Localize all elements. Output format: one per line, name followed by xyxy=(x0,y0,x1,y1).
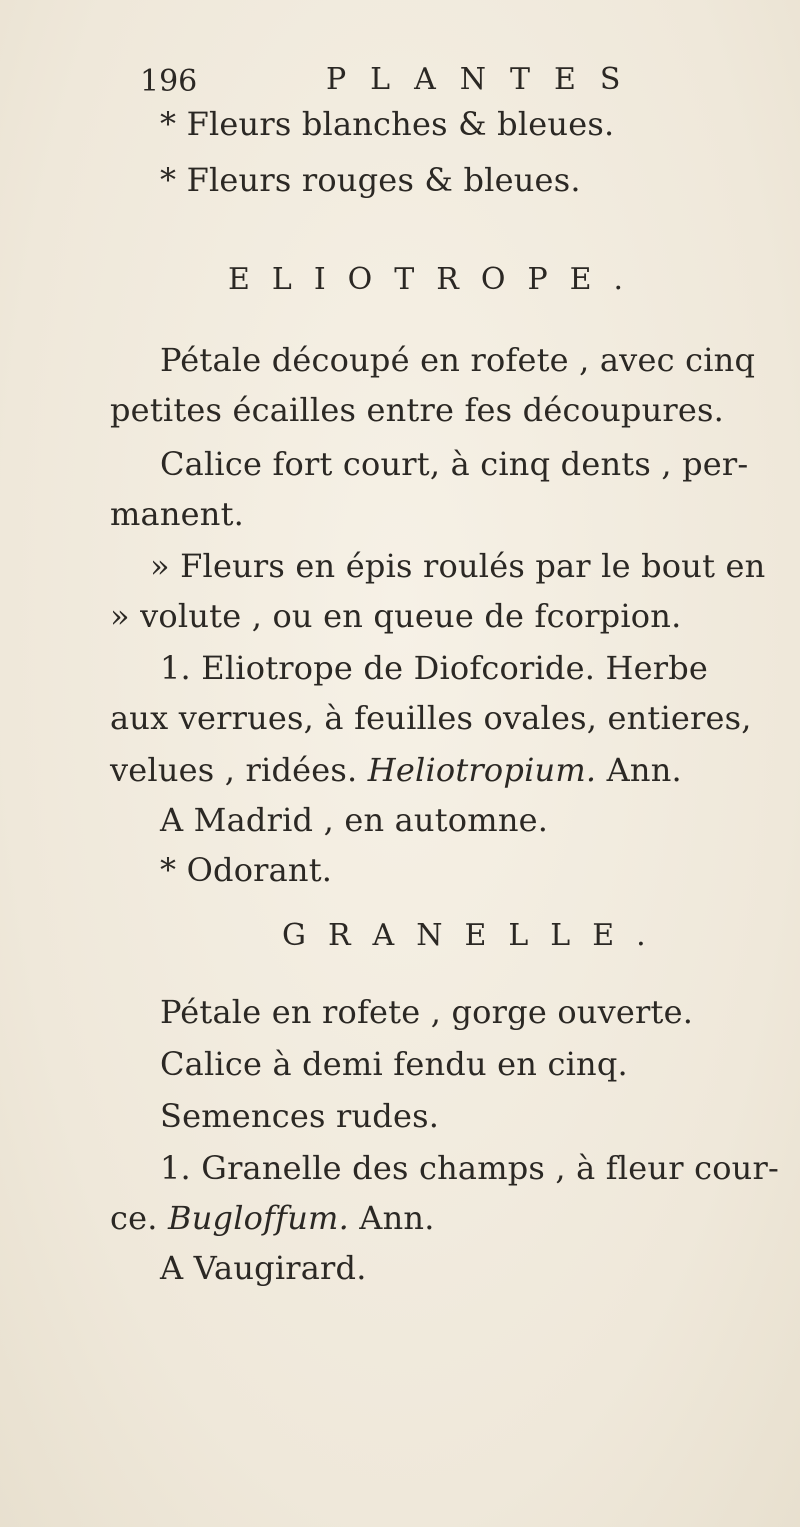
text-line xyxy=(110,750,682,790)
text-line: aux verrues, à feuilles ovales, entieres, xyxy=(110,699,752,737)
text-fragment: velues , ridées. xyxy=(110,751,368,789)
text-line: petites écailles entre fes découpures. xyxy=(110,391,725,429)
text-line: * Odorant. xyxy=(160,851,333,889)
text-line: 1. Granelle des champs , à fleur cour- xyxy=(160,1149,780,1187)
text-line: » volute , ou en queue de fcorpion. xyxy=(110,597,682,635)
page-number: 196 xyxy=(140,64,198,99)
text-line: manent. xyxy=(110,495,245,533)
text-line xyxy=(110,1198,435,1238)
section-title-eliotrope: ELIOTROPE. xyxy=(228,262,646,297)
text-line: Calice à demi fendu en cinq. xyxy=(160,1045,628,1083)
latin-name: Bugloffum. xyxy=(168,1199,349,1237)
text-fragment: Ann. xyxy=(348,1199,435,1237)
text-line: Pétale en rofete , gorge ouverte. xyxy=(160,993,694,1031)
text-line: 1. Eliotrope de Diofcoride. Herbe xyxy=(160,649,709,687)
text-line: » Fleurs en épis roulés par le bout en xyxy=(150,547,766,585)
latin-name: Heliotropium. xyxy=(367,751,597,789)
text-line: A Vaugirard. xyxy=(160,1249,367,1287)
running-title: PLANTES xyxy=(326,62,645,97)
section-title-granelle: GRANELLE. xyxy=(282,918,668,953)
text-line: * Fleurs rouges & bleues. xyxy=(160,161,581,199)
text-line: A Madrid , en automne. xyxy=(160,801,549,839)
text-line: Calice fort court, à cinq dents , per- xyxy=(160,445,749,483)
text-fragment: ce. xyxy=(110,1199,169,1237)
text-line: * Fleurs blanches & bleues. xyxy=(160,105,615,143)
text-fragment: Ann. xyxy=(596,751,682,789)
text-line: Semences rudes. xyxy=(160,1097,440,1135)
text-line: Pétale découpé en rofete , avec cinq xyxy=(160,341,756,379)
